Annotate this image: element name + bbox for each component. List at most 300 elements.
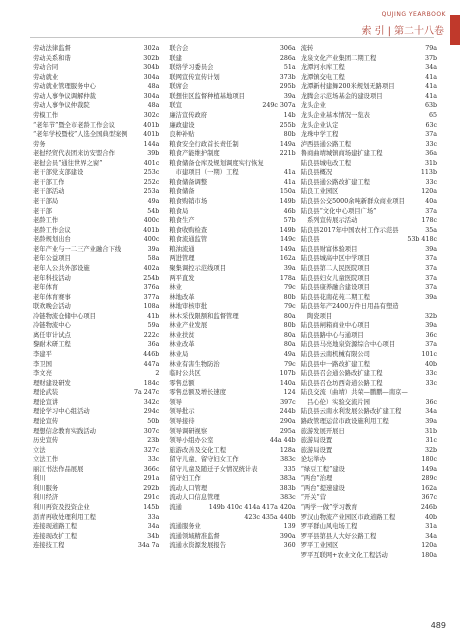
entry-page-ref: 383c <box>280 456 296 464</box>
entry-term: 龙头企业基本情况一览表 <box>300 111 370 119</box>
entry-page-ref: 291a <box>143 475 160 483</box>
page-header <box>0 0 468 46</box>
entry-term: 陆良县妇女儿童医院项目 <box>300 274 370 282</box>
entry-term: 旅游局设置 <box>300 437 333 445</box>
entry-term: 龙潭河水库工程 <box>300 64 345 72</box>
entry-page-ref: 253a <box>143 188 160 196</box>
entry-term: 粮食安全行政首长责任制 <box>169 140 239 148</box>
entry-page-ref: 402a <box>143 264 160 272</box>
entry-page-ref: 180c <box>421 456 437 464</box>
entry-term: 林业 <box>169 284 182 292</box>
entry-page-ref: 222c <box>143 331 160 339</box>
entry-page-ref: 50b <box>147 417 160 425</box>
entry-page-ref: 79c <box>284 303 296 311</box>
entry-term: 劳务 <box>33 140 46 148</box>
entry-page-ref: 39a <box>283 264 296 272</box>
index-entry <box>33 455 159 465</box>
entry-page-ref: 63b <box>424 102 437 110</box>
entry-term: 立法工作 <box>33 456 59 464</box>
entry-term: 劳动人事争议调解仲裁 <box>33 92 96 100</box>
index-entry <box>169 235 295 245</box>
entry-term: 陆良县召仓坊西奇道公路工程 <box>300 379 383 387</box>
entry-page-ref: 39a <box>425 322 437 330</box>
entry-term: 龙头企业 <box>300 102 326 110</box>
entry-term: 龙潭镇交电工程 <box>300 73 345 81</box>
entry-term: 利川服务 <box>33 484 59 492</box>
entry-page-ref: 307c <box>143 427 160 435</box>
index-entry <box>301 264 437 274</box>
index-entry <box>33 216 159 226</box>
index-entry <box>33 532 159 542</box>
entry-page-ref: 33c <box>147 456 160 464</box>
entry-term: 陆良县云南机械有限公司 <box>300 351 370 358</box>
entry-page-ref: 221b <box>279 150 296 158</box>
entry-term: “两学一做”学习教育 <box>300 504 358 511</box>
index-entry <box>33 82 159 92</box>
index-entry <box>33 522 159 532</box>
index-entry <box>301 302 437 312</box>
index-entry <box>301 398 437 408</box>
entry-page-ref: 335 <box>283 465 296 473</box>
index-entry <box>33 340 159 350</box>
entry-term: “老年学校暨校”人选全国典型案例 <box>33 131 128 139</box>
index-entry <box>169 178 295 188</box>
entry-page-ref: 113b <box>420 169 437 177</box>
entry-page-ref: 244b <box>279 408 296 416</box>
entry-page-ref: 342c <box>143 398 160 406</box>
entry-term: 吕心伦）实验交流片园 <box>300 398 370 406</box>
index-entry <box>301 130 437 140</box>
index-entry <box>169 73 295 83</box>
entry-page-ref: 253c <box>143 169 160 177</box>
entry-term: 泸西县通公路工程 <box>300 140 352 148</box>
entry-page-ref: 34a 7a <box>137 542 160 550</box>
yearbook-brand: QUJING YEARBOOK <box>381 11 446 18</box>
entry-term: 聚集调控示范线项目 <box>169 264 227 272</box>
entry-term: 领导接待 <box>169 417 195 425</box>
entry-page-ref: 401b <box>143 226 160 234</box>
index-entry <box>169 312 295 322</box>
index-entry <box>33 407 159 417</box>
entry-page-ref: 249c 307a <box>262 102 296 110</box>
entry-page-ref: 124 <box>283 389 296 397</box>
index-entry <box>169 92 295 102</box>
index-entry <box>33 312 159 322</box>
entry-page-ref: 178a <box>279 274 296 282</box>
entry-page-ref: 149a <box>279 140 296 148</box>
entry-page-ref: 33c <box>425 370 437 378</box>
entry-term: 廉洁宣传政府 <box>169 111 208 119</box>
entry-page-ref: 149b 410c 414a 417a 420a <box>208 504 296 511</box>
index-entry <box>301 446 437 456</box>
entry-term: 联合会 <box>169 45 189 52</box>
entry-term: 老干部工作 <box>33 178 65 186</box>
entry-term: 留守儿童及随迁子女情况统计表 <box>169 465 258 473</box>
entry-page-ref: 41a <box>425 92 437 100</box>
index-entry <box>169 350 295 360</box>
index-entry <box>33 427 159 437</box>
entry-term: 林业有害生物防治 <box>169 360 220 368</box>
entry-term: 罗平工业园区 <box>300 542 339 550</box>
entry-term: 良种补贴 <box>169 131 195 139</box>
entry-term: 龙泉文化产业集团二期工程 <box>300 54 377 62</box>
entry-page-ref: 51a <box>283 64 296 72</box>
entry-term: 龙潭新村建舞200米规划无路项目 <box>300 83 395 91</box>
entry-page-ref: 34a <box>425 64 437 72</box>
entry-term: 旅游发展开展日 <box>300 427 345 435</box>
index-entry <box>169 140 295 150</box>
index-entry <box>33 149 159 159</box>
entry-page-ref: 39a <box>425 245 437 253</box>
index-entry <box>33 101 159 111</box>
entry-term: 连接技工程 <box>33 542 65 550</box>
entry-page-ref: 246b <box>420 504 437 511</box>
entry-term: “开关”营 <box>300 494 327 502</box>
index-entry <box>33 417 159 427</box>
entry-term: 老干部活动 <box>33 188 65 196</box>
entry-page-ref: 79c <box>284 360 296 368</box>
entry-term: 陆良县2017年中国农村工作示范县 <box>300 226 399 234</box>
entry-term: “两台”提速建设 <box>300 484 345 492</box>
entry-page-ref: 41a <box>283 178 296 186</box>
entry-page-ref: 178c <box>421 217 437 225</box>
index-entry <box>33 541 159 551</box>
entry-page-ref: 34a <box>425 532 437 540</box>
entry-page-ref: 37b <box>424 54 437 62</box>
index-entry <box>33 321 159 331</box>
entry-page-ref: 31c <box>425 437 437 445</box>
entry-term: 连接现道路工程 <box>33 523 78 531</box>
index-entry <box>301 159 437 169</box>
entry-term: 联建 <box>169 54 182 62</box>
entry-term: 流动人口管理 <box>169 484 208 492</box>
index-entry <box>33 197 159 207</box>
entry-term: 流通领域精准监督 <box>169 532 220 540</box>
entry-term: 利川经济 <box>33 494 59 502</box>
entry-term: 理论武装 <box>33 389 59 397</box>
index-entry <box>301 455 437 465</box>
index-entry <box>301 532 437 542</box>
entry-page-ref: 254b <box>143 274 160 282</box>
entry-page-ref: 48a <box>147 102 160 110</box>
index-entry <box>33 264 159 274</box>
entry-page-ref: 79c <box>284 284 296 292</box>
index-entry <box>169 398 295 408</box>
index-label: 索 引 <box>361 26 385 37</box>
entry-term: 罗汉山物流产业园区市政道路工程 <box>300 513 396 521</box>
entry-page-ref: 39a <box>283 92 296 100</box>
index-entry <box>169 522 295 532</box>
entry-page-ref: 423c 435a 440b <box>244 513 296 521</box>
index-entry <box>301 111 437 121</box>
index-entry <box>301 226 437 236</box>
entry-term: 老挝会员“通往世界之窗” <box>33 159 103 167</box>
entry-term: 连接现改扩工程 <box>33 532 78 540</box>
entry-page-ref: 120a <box>421 542 437 550</box>
entry-term: 冷链物流仓储中心项目 <box>33 312 96 320</box>
index-entry <box>33 121 159 131</box>
index-entry <box>301 101 437 111</box>
index-entry <box>301 293 437 303</box>
index-entry <box>169 54 295 64</box>
entry-term: 零售总额及增长速度 <box>169 389 227 397</box>
entry-page-ref: 32b <box>424 312 437 320</box>
entry-term: “两台”治理 <box>300 475 333 483</box>
entry-term: 老年产业与一二三产业融合下线 <box>33 245 122 253</box>
index-column-1 <box>33 44 159 618</box>
entry-page-ref: 306a <box>279 45 296 52</box>
entry-page-ref: 292b <box>143 484 160 492</box>
entry-term: 粮食储备 <box>169 188 195 196</box>
entry-page-ref: 289c <box>421 475 437 483</box>
index-entry <box>169 446 295 456</box>
entry-page-ref: 37a <box>425 284 437 292</box>
index-entry <box>33 513 159 523</box>
entry-page-ref: 53b 418c <box>407 236 437 244</box>
entry-page-ref: 383b <box>279 484 296 492</box>
index-entry <box>301 474 437 484</box>
entry-page-ref: 286a <box>279 54 296 62</box>
entry-term: 老龄工作 <box>33 217 59 225</box>
entry-page-ref: 80a <box>283 341 296 349</box>
entry-page-ref: 40b <box>424 360 437 368</box>
entry-page-ref: 327c <box>143 446 160 454</box>
entry-term: 林地改革 <box>169 293 195 301</box>
entry-term: 利川 <box>33 475 46 483</box>
index-entry <box>169 417 295 427</box>
entry-page-ref: 390a <box>279 532 296 540</box>
entry-page-ref: 34b <box>147 532 160 540</box>
index-entry <box>169 465 295 475</box>
entry-page-ref: 57b <box>283 217 296 225</box>
index-entry <box>301 541 437 551</box>
entry-page-ref: 36a <box>425 150 437 158</box>
entry-page-ref: 65 <box>428 111 437 119</box>
index-entry <box>301 369 437 379</box>
index-entry <box>169 532 295 542</box>
index-entry <box>301 178 437 188</box>
entry-term: 林业改革 <box>169 341 195 349</box>
index-entry <box>33 168 159 178</box>
entry-term: 老龄工作会议 <box>33 226 71 234</box>
entry-term: 联想住区监督种植基地项目 <box>169 92 245 100</box>
entry-page-ref: 36a <box>147 341 160 349</box>
index-entry <box>301 187 437 197</box>
entry-page-ref: 63c <box>425 121 437 129</box>
entry-page-ref: 36c <box>425 331 437 339</box>
entry-term: 陆良县年产2400万件日用品有塑造 <box>300 303 399 311</box>
entry-page-ref: 184c <box>143 379 160 387</box>
entry-term: 龙腾会示范场基金的建设项目 <box>300 92 383 100</box>
index-entry <box>33 503 159 513</box>
entry-term: 路政管理运营市政设施利用工程 <box>300 417 389 425</box>
index-entry <box>33 159 159 169</box>
index-entry <box>33 44 159 54</box>
index-entry <box>33 369 159 379</box>
entry-page-ref: 46b <box>283 207 296 215</box>
index-column-3 <box>301 44 437 618</box>
entry-page-ref: 295b <box>279 83 296 91</box>
index-entry <box>169 436 295 446</box>
entry-term: 劳动合同 <box>33 64 59 72</box>
index-entry <box>169 226 295 236</box>
entry-page-ref: 162a <box>279 255 296 263</box>
index-entry <box>169 159 295 169</box>
index-entry <box>169 340 295 350</box>
index-entry <box>169 493 295 503</box>
entry-term: 劳动关系和谐 <box>33 54 71 62</box>
entry-page-ref: 34a <box>425 408 437 416</box>
index-entry <box>301 331 437 341</box>
entry-page-ref: 33c <box>425 379 437 387</box>
index-entry <box>301 350 437 360</box>
entry-term: 老年科技活动 <box>33 274 71 282</box>
entry-page-ref: 252c <box>143 178 160 186</box>
index-entry <box>169 207 295 217</box>
entry-page-ref: 59a <box>147 322 160 330</box>
entry-term: 老干部党支部建设 <box>33 169 84 177</box>
index-entry <box>301 503 437 513</box>
index-entry <box>301 340 437 350</box>
entry-page-ref: 295a <box>279 427 296 435</box>
entry-page-ref: 383c <box>280 494 296 502</box>
index-entry <box>169 455 295 465</box>
index-entry <box>169 283 295 293</box>
entry-page-ref: 446b <box>143 351 160 358</box>
entry-term: 联络学习委员会 <box>169 64 214 72</box>
index-entry <box>33 474 159 484</box>
index-entry <box>33 226 159 236</box>
entry-page-ref: 180a <box>421 551 437 559</box>
index-entry <box>33 73 159 83</box>
index-entry <box>301 44 437 54</box>
entry-term: 陆良县中一路改扩建工程 <box>300 360 370 368</box>
entry-term: 陆良县康养融合建设项目 <box>300 284 370 292</box>
index-entry <box>301 417 437 427</box>
entry-term: 陶瓷项目 <box>300 312 333 320</box>
entry-page-ref: 31a <box>425 523 437 531</box>
entry-term: 李文亮 <box>33 370 52 378</box>
index-entry <box>301 216 437 226</box>
entry-page-ref: 149b <box>279 226 296 234</box>
entry-page-ref: 304b <box>143 64 160 72</box>
entry-page-ref: 33a <box>147 513 160 521</box>
entry-page-ref: 34a <box>147 523 160 531</box>
index-entry <box>301 551 437 561</box>
entry-term: 老年人公共外部设施 <box>33 264 90 272</box>
index-entry <box>301 274 437 284</box>
entry-term: 李卫国 <box>33 360 52 368</box>
index-entry <box>301 254 437 264</box>
index-entry <box>169 254 295 264</box>
index-entry <box>33 436 159 446</box>
entry-term: 陆良县公交5000余吨新群众商业项目 <box>300 198 405 205</box>
entry-page-ref: 304a <box>143 73 160 81</box>
index-entry <box>301 465 437 475</box>
index-entry <box>33 207 159 217</box>
separator: | <box>387 26 391 37</box>
entry-term: 系列宣传展示活动 <box>300 217 358 225</box>
entry-page-ref: 360 <box>283 542 296 550</box>
entry-page-ref: 40a <box>425 198 437 205</box>
page-number: 489 <box>430 621 446 630</box>
entry-term: 流通水资源发展报告 <box>169 542 227 550</box>
entry-term: 老年体育赛事 <box>33 293 71 301</box>
index-columns <box>33 44 437 618</box>
entry-page-ref: 400c <box>143 236 160 244</box>
entry-page-ref: 37a <box>425 255 437 263</box>
entry-term: 流通服务业 <box>169 523 201 531</box>
index-entry <box>169 44 295 54</box>
entry-term: 留守儿童、留守妇女工作 <box>169 456 239 464</box>
entry-term: “老年节”暨全市老龄工作会议 <box>33 121 116 129</box>
index-entry <box>169 197 295 207</box>
entry-term: 老干部 <box>33 207 52 215</box>
entry-term: 廉政建设 <box>169 121 195 129</box>
entry-page-ref: 101c <box>421 351 437 358</box>
entry-term: 理论宣传 <box>33 417 59 425</box>
index-entry <box>33 63 159 73</box>
entry-page-ref: 41a <box>425 83 437 91</box>
entry-term: 粮食流通监管 <box>169 236 208 244</box>
index-entry <box>301 283 437 293</box>
index-entry <box>301 493 437 503</box>
index-entry <box>33 111 159 121</box>
index-entry <box>301 149 437 159</box>
entry-term: 粮食收购检查 <box>169 226 208 234</box>
entry-term: 鲁商曲靖城镇商场建扩建工程 <box>300 150 383 158</box>
entry-page-ref: 32b <box>424 446 437 454</box>
entry-page-ref: 149b <box>279 198 296 205</box>
entry-page-ref: 291c <box>143 494 160 502</box>
entry-page-ref: 377a <box>143 293 160 301</box>
entry-page-ref: 397c <box>280 398 296 406</box>
entry-term: 陆良工业园区 <box>300 188 339 196</box>
entry-term: 老年公益项目 <box>33 255 71 263</box>
entry-page-ref: 36c <box>425 398 437 406</box>
entry-page-ref: 2 <box>155 370 160 378</box>
entry-term: 粮食储备调整 <box>169 178 208 186</box>
entry-term: 联宣 <box>169 102 182 110</box>
entry-page-ref: 401c <box>143 159 160 167</box>
entry-page-ref: 150a <box>279 188 296 196</box>
entry-page-ref: 367c <box>421 494 437 502</box>
index-entry <box>33 274 159 284</box>
entry-page-ref: 128a <box>279 446 296 454</box>
index-entry <box>169 369 295 379</box>
entry-term: 陆良县路中心与通项目 <box>300 331 364 339</box>
entry-page-ref: 144a <box>143 140 160 148</box>
index-entry <box>33 283 159 293</box>
index-entry <box>301 63 437 73</box>
entry-term: 旅游局设置 <box>300 446 333 454</box>
entry-page-ref: 80a <box>283 312 296 320</box>
entry-term: 领导调研视察 <box>169 427 208 435</box>
entry-term: 林业产业发展 <box>169 322 208 330</box>
entry-term: 陆良县 <box>300 236 320 244</box>
index-entry <box>169 101 295 111</box>
entry-term: 联席会 <box>169 83 189 91</box>
entry-term: 冷链物流中心 <box>33 322 71 330</box>
index-entry <box>169 302 295 312</box>
entry-page-ref: 37a <box>425 264 437 272</box>
entry-page-ref: 145b <box>143 504 160 511</box>
entry-term: 龙珠中学工程 <box>300 131 339 139</box>
entry-page-ref: 14b <box>283 111 296 119</box>
entry-page-ref: 302b <box>143 54 160 62</box>
entry-term: 罗平互联网+农业文化工程活动 <box>300 551 388 559</box>
index-entry <box>169 111 295 121</box>
